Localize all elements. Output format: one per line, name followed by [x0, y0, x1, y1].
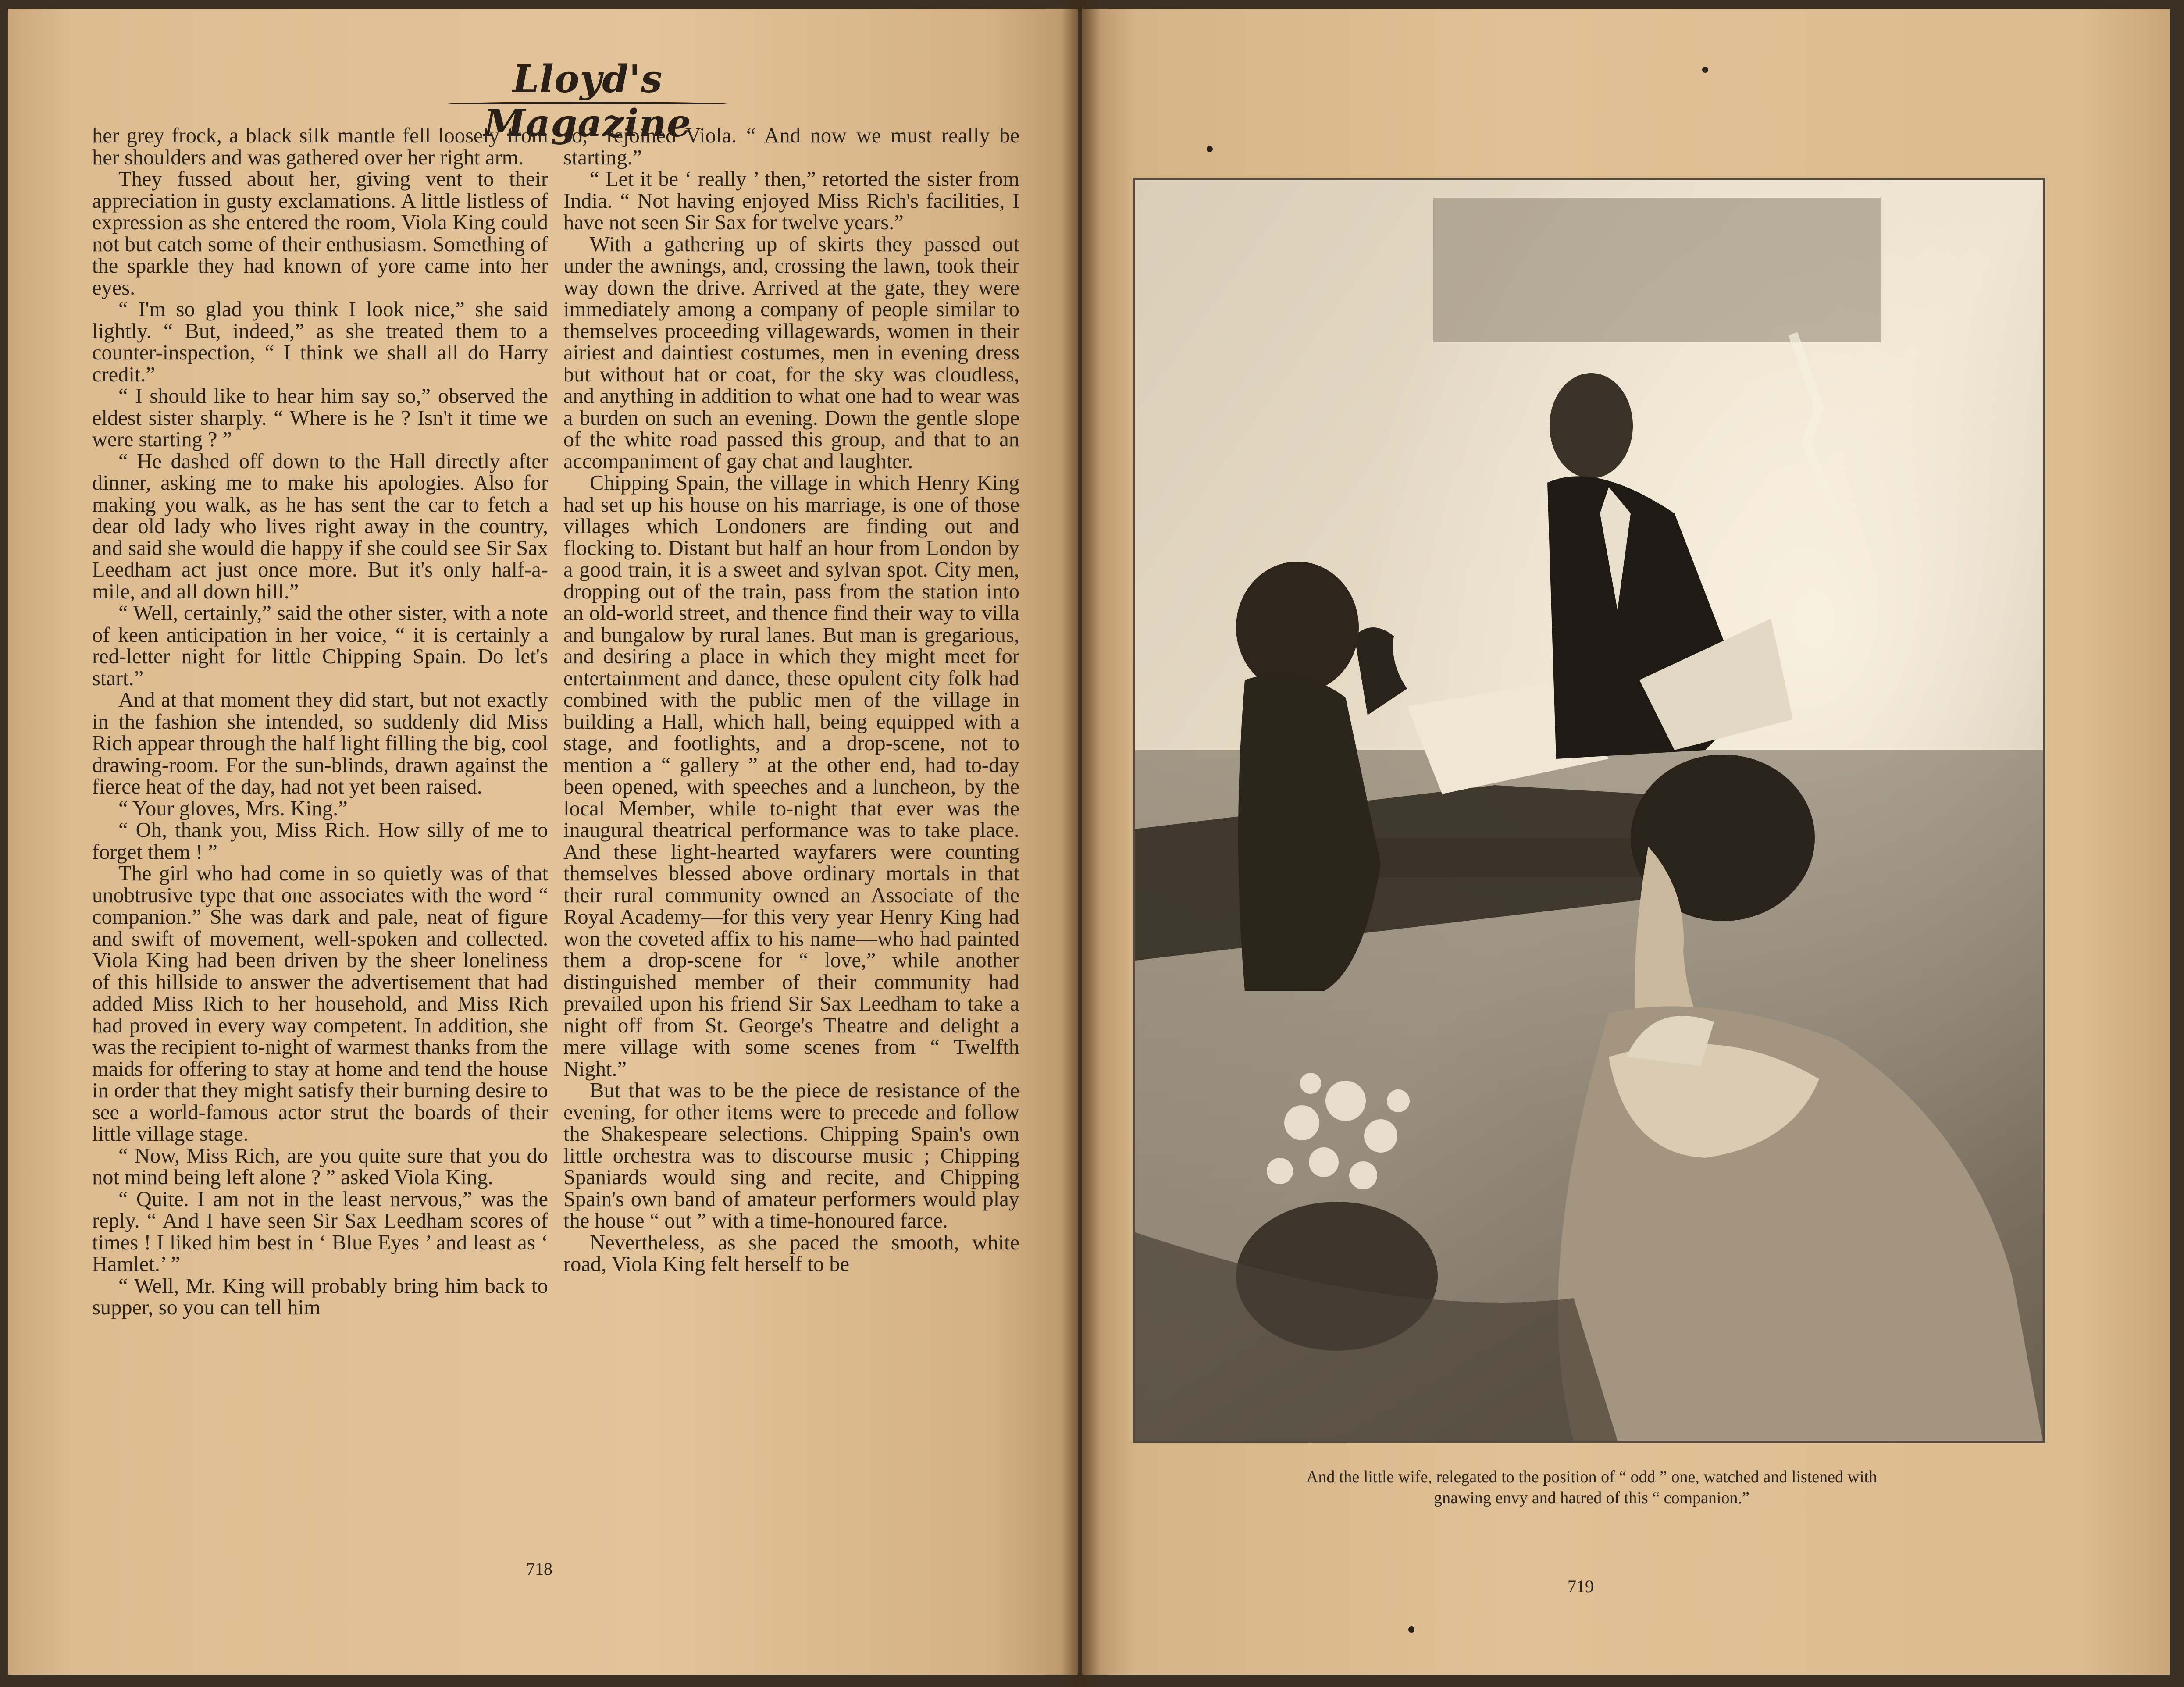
page-number-right: 719: [1568, 1577, 1594, 1596]
paragraph: “ Quite. I am not in the least nervous,” was the reply. “ And I have seen Sir Sax Leedham scores of times ! I liked him best in ‘ Blue Eyes ’ and least as ‘ Hamlet.’ ”: [92, 1187, 548, 1276]
caption-line-2: gnawing envy and hatred of this “ companion.”: [1434, 1489, 1749, 1507]
paper-speck: [1408, 1626, 1414, 1633]
paper-speck: [1702, 67, 1708, 73]
paragraph: so,” rejoined Viola. “ And now we must really be starting.”: [563, 125, 1019, 169]
illustration-artwork: [1135, 180, 2043, 1441]
paragraph: Chipping Spain, the village in which Henry King had set up his house on his marriage, is one of those villages which Londoners are finding out and flocking to. Distant but half an hour from London by a good train, it is a sweet and sylvan spot. City men, dropping out of the train, pass from the station into an old-world street, and thence find their way to villa and bungalow by rural lanes. But man is gregarious, and desiring a place in which they might meet for entertainment and dance, these opulent city folk had combined with the public men of the village in building a Hall, which hall, being equipped with a stage, and footlights, and a drop-scene, not to mention a “ gallery ” at the other end, had to-day been opened, with speeches and a luncheon, by the local Member, while to-night that ever was the inaugural theatrical performance was to take place. And these light-hearted wayfarers were counting themselves blessed above ordinary mortals in that their rural community owned an Associate of the Royal Academy—for this very year Henry King had won the coveted affix to his name—who had painted them a drop-scene for “ love,” while another distinguished member of their community had prevailed upon his friend Sir Sax Leedham to take a night off from St. George's Theatre and delight a mere village with some scenes from “ Twelfth Night.”: [563, 471, 1019, 1081]
masthead-underline: [447, 102, 728, 107]
masthead-logo: Lloyd's Magazine: [484, 57, 691, 146]
paragraph: The girl who had come in so quietly was of that unobtrusive type that one associates with the word “ companion.” She was dark and pale, neat of figure and swift of movement, well-spoken and collected. Viola King had been driven by the sheer loneliness of this hillside to answer the advertisement that had added Miss Rich to her household, and Miss Rich had proved in every way competent. In addition, she was the recipient to-night of warmest thanks from the maids for offering to stay at home and tend the house in order that they might satisfy their burning desire to see a world-famous actor strut the boards of their little village stage.: [92, 862, 548, 1146]
paragraph: But that was to be the piece de resistance of the evening, for other items were to precede and follow the Shakespeare selections. Chipping Spain's own little orchestra was to discourse music ; Chipping Spaniards would sing and recite, and Chipping Spain's own band of amateur performers would play the house “ out ” with a time-honoured farce.: [563, 1079, 1019, 1232]
illustration-caption: [1210, 1466, 1973, 1509]
book-gutter: [1061, 0, 1101, 1687]
paragraph: her grey frock, a black silk mantle fell loosely from her shoulders and was gathered over her right arm.: [92, 125, 548, 169]
text-column-2: [563, 125, 1019, 1556]
paragraph: “ He dashed off down to the Hall directly after dinner, asking me to make his apologies. Also for making you walk, as he has sent the car to fetch a dear old lady who lives right away in the country, and said she would die happy if she could see Sir Sax Leedham act just once more. But it's only half-a-mile, and all down hill.”: [92, 449, 548, 603]
paragraph: “ I should like to hear him say so,” observed the eldest sister sharply. “ Where is he ? Isn't it time we were starting ? ”: [92, 384, 548, 451]
paragraph: “ Well, Mr. King will probably bring him back to supper, so you can tell him: [92, 1274, 548, 1319]
paragraph: “ I'm so glad you think I look nice,” she said lightly. “ But, indeed,” as she treated them to a counter-inspection, “ I think we shall all do Harry credit.”: [92, 298, 548, 386]
caption-line-1: And the little wife, relegated to the position of “ odd ” one, watched and listened with: [1306, 1468, 1878, 1486]
paragraph: “ Well, certainly,” said the other sister, with a note of keen anticipation in her voice, “ it is certainly a red-letter night for little Chipping Spain. Do let's start.”: [92, 601, 548, 690]
paragraph: And at that moment they did start, but not exactly in the fashion she intended, so suddenly did Miss Rich appear through the half light filling the big, cool drawing-room. For the sun-blinds, drawn against the fierce heat of the day, had not yet been raised.: [92, 688, 548, 798]
paragraph: With a gathering up of skirts they passed out under the awnings, and, crossing the lawn, took their way down the drive. Arrived at the gate, they were immediately among a company of people similar to themselves proceeding villagewards, women in their airiest and daintiest costumes, men in evening dress but without hat or coat, for the sky was cloudless, and anything in addition to what one had to wear was a burden on such an evening. Down the gentle slope of the white road passed this group, and that to an accompaniment of gay chat and laughter.: [563, 232, 1019, 473]
paragraph: Nevertheless, as she paced the smooth, white road, Viola King felt herself to be: [563, 1231, 1019, 1276]
page-number-left: 718: [526, 1559, 552, 1579]
paragraph: They fussed about her, giving vent to their appreciation in gusty exclamations. A little listless of expression as she entered the room, Viola King could not but catch some of their enthusiasm. Something of the sparkle they had known of yore came into her eyes.: [92, 167, 548, 299]
text-column-1: [92, 125, 548, 1556]
paragraph: “ Oh, thank you, Miss Rich. How silly of me to forget them ! ”: [92, 819, 548, 864]
paragraph: “ Now, Miss Rich, are you quite sure that you do not mind being left alone ? ” asked Viola King.: [92, 1144, 548, 1189]
paragraph: “ Your gloves, Mrs. King.”: [118, 797, 348, 820]
paper-speck: [1207, 146, 1213, 152]
illustration-plate: [1133, 178, 2045, 1443]
paragraph: “ Let it be ‘ really ’ then,” retorted the sister from India. “ Not having enjoyed Miss Rich's facilities, I have not seen Sir Sax for twelve years.”: [563, 167, 1019, 234]
